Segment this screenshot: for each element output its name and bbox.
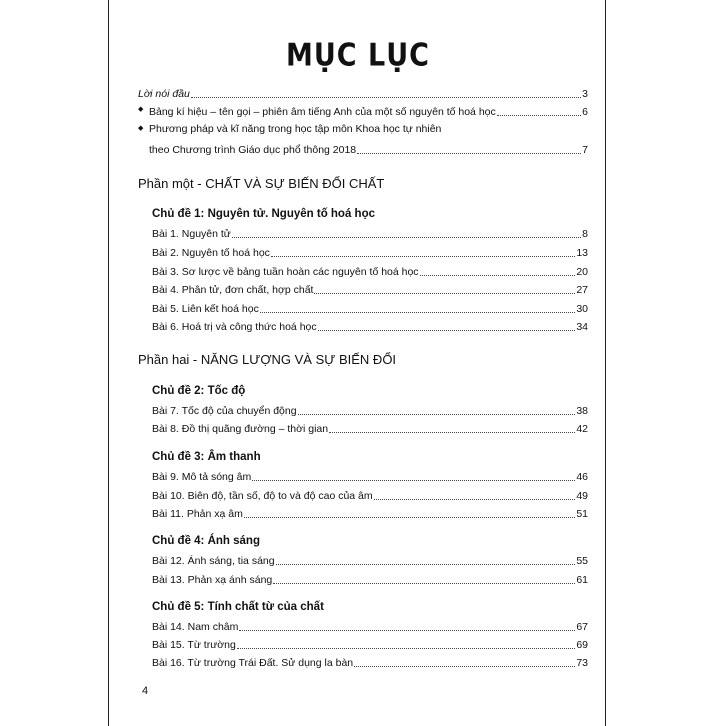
toc-entry-lesson (152, 301, 588, 315)
toc-entry-label: Bài 2. Nguyên tố hoá học (152, 247, 270, 259)
toc-entry-page: 61 (576, 574, 588, 586)
dot-leader (354, 665, 575, 667)
toc-entry-page: 38 (576, 405, 588, 417)
toc-entry-lesson (152, 282, 588, 296)
toc-entry-lesson (152, 226, 588, 240)
toc-entry-label: Bài 10. Biên độ, tần số, độ to và độ cao của âm (152, 490, 373, 502)
toc-entry-label: Bài 4. Phân tử, đơn chất, hợp chất (152, 284, 314, 296)
toc-entry-label: Bài 1. Nguyên tử (152, 228, 231, 240)
toc-entry-label: Bài 16. Từ trường Trái Đất. Sử dụng la bàn (152, 657, 354, 669)
toc-entry-label: Bài 9. Mô tả sóng âm (152, 471, 252, 483)
toc-entry-page: 8 (582, 228, 588, 240)
toc-entry-label: Bài 8. Đồ thị quãng đường – thời gian (152, 423, 329, 435)
toc-entry-label: theo Chương trình Giáo dục phổ thông 2018 (149, 144, 357, 156)
toc-entry-page: 6 (582, 106, 588, 118)
dot-leader (318, 329, 576, 331)
part-heading (138, 176, 384, 191)
dot-leader (237, 647, 576, 649)
toc-entry-page: 20 (576, 266, 588, 278)
toc-entry-label: Bài 5. Liên kết hoá học (152, 303, 259, 315)
toc-entry-label-line: Phương pháp và kĩ năng trong học tập môn Khoa học tự nhiên (149, 123, 442, 135)
toc-entry-lesson (152, 245, 588, 259)
topic-heading: Chủ đề 2: Tốc độ (152, 385, 246, 397)
page-title: MỤC LỤC (286, 37, 430, 74)
toc-entry-lesson (152, 264, 588, 278)
dot-leader (497, 114, 581, 116)
toc-entry-page: 7 (582, 144, 588, 156)
dot-leader (329, 431, 575, 433)
part-name: CHẤT VÀ SỰ BIẾN ĐỔI CHẤT (205, 176, 385, 191)
toc-entry-label: Bài 6. Hoá trị và công thức hoá học (152, 321, 317, 333)
toc-entry-bullet (149, 142, 588, 156)
toc-entry-page: 73 (576, 657, 588, 669)
toc-entry-page: 13 (576, 247, 588, 259)
toc-entry-label: Lời nói đầu (138, 88, 190, 100)
toc-entry-bullet (149, 104, 588, 118)
bullet-icon: ◆ (138, 106, 144, 113)
dot-leader (298, 413, 576, 415)
toc-entry-page: 30 (576, 303, 588, 315)
dot-leader (260, 311, 575, 313)
dot-leader (244, 516, 575, 518)
part-heading (138, 352, 396, 367)
toc-entry-label: Bài 11. Phản xạ âm (152, 508, 243, 520)
part-prefix: Phần hai - (138, 352, 201, 367)
toc-entry-page: 46 (576, 471, 588, 483)
page-number: 4 (142, 685, 149, 697)
toc-entry-lesson (152, 572, 588, 586)
toc-entry-page: 34 (576, 321, 588, 333)
dot-leader (252, 479, 575, 481)
toc-entry-lesson (152, 655, 588, 669)
dot-leader (357, 152, 581, 154)
dot-leader (191, 96, 581, 98)
toc-entry-page: 67 (576, 621, 588, 633)
toc-entry-label: Bài 15. Từ trường (152, 639, 236, 651)
toc-entry-lesson (152, 553, 588, 567)
dot-leader (273, 582, 575, 584)
toc-entry-label: Bài 12. Ánh sáng, tia sáng (152, 555, 275, 567)
dot-leader (420, 274, 576, 276)
toc-entry-lesson (152, 403, 588, 417)
toc-entry-page: 42 (576, 423, 588, 435)
toc-entry-page: 49 (576, 490, 588, 502)
dot-leader (239, 629, 575, 631)
topic-heading: Chủ đề 4: Ánh sáng (152, 535, 260, 547)
book-page (108, 0, 606, 726)
toc-entry-label: Bài 3. Sơ lược về bảng tuần hoàn các nguyên tố hoá học (152, 266, 419, 278)
topic-heading: Chủ đề 5: Tính chất từ của chất (152, 601, 324, 613)
topic-heading: Chủ đề 1: Nguyên tử. Nguyên tố hoá học (152, 208, 375, 220)
toc-entry-label: Bài 7. Tốc độ của chuyển động (152, 405, 297, 417)
toc-entry-lesson (152, 637, 588, 651)
topic-heading: Chủ đề 3: Âm thanh (152, 451, 261, 463)
toc-entry-page: 55 (576, 555, 588, 567)
toc-entry-page: 69 (576, 639, 588, 651)
bullet-icon: ◆ (138, 125, 144, 132)
part-prefix: Phần một - (138, 176, 206, 191)
dot-leader (276, 563, 576, 565)
toc-entry-lesson (152, 421, 588, 435)
toc-entry-label: Bài 14. Nam châm (152, 621, 239, 633)
toc-entry-page: 27 (576, 284, 588, 296)
toc-entry-lesson (152, 619, 588, 633)
dot-leader (232, 236, 581, 238)
toc-entry-page: 51 (576, 508, 588, 520)
dot-leader (314, 292, 575, 294)
toc-entry-label: Bảng kí hiệu – tên gọi – phiên âm tiếng Anh của một số nguyên tố hoá học (149, 106, 496, 118)
toc-entry-lesson (152, 319, 588, 333)
toc-entry-lesson (152, 506, 588, 520)
toc-entry-lesson (152, 469, 588, 483)
toc-entry-label: Bài 13. Phản xạ ánh sáng (152, 574, 273, 586)
dot-leader (374, 498, 576, 500)
toc-entry-intro (138, 86, 588, 100)
toc-entry-lesson (152, 488, 588, 502)
part-name: NĂNG LƯỢNG VÀ SỰ BIẾN ĐỔI (200, 352, 397, 367)
toc-entry-page: 3 (582, 88, 588, 100)
dot-leader (271, 255, 575, 257)
